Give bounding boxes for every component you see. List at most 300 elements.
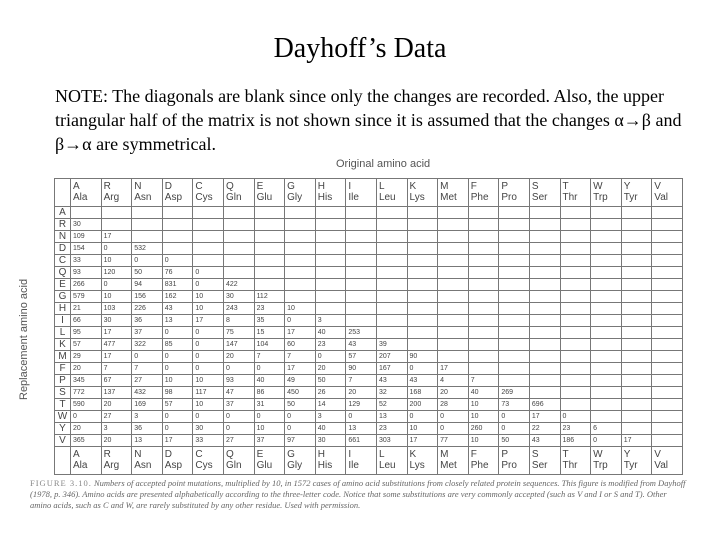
row-label: T [55, 399, 71, 411]
matrix-cell [560, 375, 591, 387]
matrix-cell [591, 399, 622, 411]
matrix-cell [621, 243, 652, 255]
column-name: Arg [103, 460, 120, 471]
row-label: D [55, 243, 71, 255]
matrix-cell [621, 267, 652, 279]
matrix-cell [529, 339, 560, 351]
row-label: W [55, 411, 71, 423]
matrix-cell: 33 [193, 435, 224, 447]
matrix-row [55, 255, 683, 267]
matrix-cell [621, 399, 652, 411]
matrix-cell [621, 351, 652, 363]
matrix-cell [621, 231, 652, 243]
matrix-cell: 13 [132, 435, 163, 447]
matrix-cell [652, 291, 683, 303]
matrix-cell [499, 315, 530, 327]
matrix-cell [529, 243, 560, 255]
column-header [621, 179, 652, 207]
matrix-cell: 10 [101, 255, 132, 267]
matrix-cell: 95 [71, 327, 102, 339]
column-name: His [317, 192, 333, 203]
matrix-cell: 50 [132, 267, 163, 279]
matrix-cell [652, 435, 683, 447]
matrix-cell [621, 411, 652, 423]
matrix-cell [560, 291, 591, 303]
matrix-cell: 322 [132, 339, 163, 351]
column-header [254, 447, 285, 475]
column-code: Q [225, 181, 234, 192]
matrix-cell [560, 243, 591, 255]
matrix-cell [652, 399, 683, 411]
row-label: H [55, 303, 71, 315]
caption-label: FIGURE 3.10. [30, 478, 92, 488]
matrix-cell: 30 [223, 291, 254, 303]
column-header [223, 447, 254, 475]
column-name: Cys [195, 460, 213, 471]
matrix-cell: 0 [254, 363, 285, 375]
matrix-cell: 590 [71, 399, 102, 411]
matrix-cell [621, 339, 652, 351]
column-code: N [134, 181, 142, 192]
row-label: I [55, 315, 71, 327]
matrix-cell: 22 [529, 423, 560, 435]
substitution-matrix [54, 178, 683, 475]
matrix-cell: 10 [193, 291, 224, 303]
matrix-cell: 13 [376, 411, 407, 423]
matrix-cell [285, 267, 316, 279]
matrix-cell: 696 [529, 399, 560, 411]
column-code: E [256, 181, 264, 192]
column-header [254, 179, 285, 207]
matrix-cell [101, 219, 132, 231]
matrix-cell: 40 [468, 387, 499, 399]
column-code: G [287, 181, 295, 192]
matrix-cell: 0 [499, 411, 530, 423]
matrix-cell [499, 255, 530, 267]
column-header [101, 447, 132, 475]
matrix-cell [407, 315, 438, 327]
matrix-cell: 0 [223, 411, 254, 423]
matrix-cell: 27 [223, 435, 254, 447]
matrix-cell [162, 231, 193, 243]
matrix-cell: 17 [529, 411, 560, 423]
matrix-cell [468, 267, 499, 279]
column-header [560, 447, 591, 475]
column-name: Asn [134, 460, 152, 471]
matrix-cell: 0 [162, 423, 193, 435]
column-header [346, 447, 377, 475]
matrix-cell: 76 [162, 267, 193, 279]
matrix-cell: 10 [101, 291, 132, 303]
matrix-cell [346, 231, 377, 243]
matrix-cell: 32 [376, 387, 407, 399]
matrix-cell [529, 231, 560, 243]
matrix-cell [254, 279, 285, 291]
matrix-cell: 120 [101, 267, 132, 279]
matrix-cell [407, 243, 438, 255]
matrix-cell [468, 231, 499, 243]
matrix-cell: 33 [71, 255, 102, 267]
column-code: Y [623, 181, 631, 192]
matrix-cell: 20 [101, 435, 132, 447]
matrix-cell: 7 [254, 351, 285, 363]
column-code: C [195, 449, 203, 460]
matrix-cell [652, 267, 683, 279]
column-code: Y [623, 449, 631, 460]
matrix-cell: 98 [162, 387, 193, 399]
matrix-cell: 0 [254, 411, 285, 423]
matrix-cell: 10 [468, 435, 499, 447]
matrix-cell [315, 267, 346, 279]
top-header-row [55, 179, 683, 207]
matrix-cell [346, 279, 377, 291]
matrix-cell [407, 219, 438, 231]
matrix-cell [376, 231, 407, 243]
matrix-cell: 10 [407, 423, 438, 435]
matrix-cell: 0 [223, 423, 254, 435]
matrix-cell [438, 219, 469, 231]
matrix-cell [346, 219, 377, 231]
matrix-cell [560, 387, 591, 399]
matrix-cell [621, 291, 652, 303]
column-header [315, 447, 346, 475]
matrix-cell: 10 [254, 423, 285, 435]
matrix-cell [468, 255, 499, 267]
matrix-cell [591, 219, 622, 231]
caption-text: Numbers of accepted point mutations, multiplied by 10, in 1572 cases of amino acid substitutions from closely related protein sequences. This figure is modified from Dayhoff (1978, p. 346). Amino acids are presented alphabetically according to the three-letter code. Notice that some substitutions are very commonly accepted (such as V and I or S and T). Other amino acids, such as C and W, are rarely substituted by any other residue. Used with permission. [30, 478, 686, 510]
row-axis-label: Replacement amino acid [18, 278, 30, 400]
matrix-cell [560, 255, 591, 267]
matrix-cell: 17 [101, 327, 132, 339]
matrix-cell [132, 231, 163, 243]
matrix-cell: 103 [101, 303, 132, 315]
matrix-cell: 20 [71, 363, 102, 375]
matrix-cell: 0 [438, 411, 469, 423]
matrix-cell [254, 255, 285, 267]
matrix-cell [621, 315, 652, 327]
row-label: M [55, 351, 71, 363]
matrix-cell: 0 [223, 363, 254, 375]
matrix-cell: 36 [132, 423, 163, 435]
column-name: Arg [103, 192, 120, 203]
matrix-cell [591, 387, 622, 399]
column-name: Trp [593, 192, 608, 203]
column-code: W [593, 181, 603, 192]
matrix-cell: 0 [438, 423, 469, 435]
matrix-cell: 0 [193, 339, 224, 351]
matrix-cell: 43 [162, 303, 193, 315]
matrix-cell: 57 [71, 339, 102, 351]
matrix-row [55, 363, 683, 375]
matrix-row [55, 387, 683, 399]
matrix-cell: 226 [132, 303, 163, 315]
matrix-cell [254, 243, 285, 255]
matrix-cell: 0 [193, 363, 224, 375]
matrix-cell: 49 [285, 375, 316, 387]
matrix-cell: 0 [193, 327, 224, 339]
matrix-cell: 26 [315, 387, 346, 399]
matrix-cell [591, 243, 622, 255]
column-code: R [103, 181, 111, 192]
column-code: S [531, 181, 539, 192]
matrix-cell [285, 255, 316, 267]
note-text: NOTE: The diagonals are blank since only the changes are recorded. Also, the upper triangular half of the matrix is not shown since it is assumed that the changes α→β and β→α are symmetrical. [55, 86, 682, 154]
column-code: F [470, 181, 477, 192]
matrix-cell [285, 219, 316, 231]
matrix-cell [529, 219, 560, 231]
matrix-cell [438, 255, 469, 267]
matrix-cell [468, 339, 499, 351]
matrix-cell [285, 279, 316, 291]
column-name: Gln [225, 460, 242, 471]
matrix-row [55, 339, 683, 351]
matrix-cell: 365 [71, 435, 102, 447]
matrix-cell [193, 243, 224, 255]
column-name: Gln [225, 192, 242, 203]
matrix-row [55, 435, 683, 447]
column-code: T [562, 181, 569, 192]
matrix-cell: 7 [132, 363, 163, 375]
matrix-cell: 0 [162, 363, 193, 375]
matrix-cell [254, 231, 285, 243]
matrix-cell: 0 [407, 363, 438, 375]
matrix-row [55, 399, 683, 411]
matrix-cell [346, 243, 377, 255]
matrix-cell: 75 [223, 327, 254, 339]
column-name: Asp [164, 460, 183, 471]
matrix-cell: 0 [101, 279, 132, 291]
column-code: K [409, 449, 417, 460]
column-code: F [470, 449, 477, 460]
matrix-cell [560, 351, 591, 363]
matrix-cell: 20 [346, 387, 377, 399]
column-name: Ile [348, 192, 359, 203]
matrix-cell [376, 243, 407, 255]
matrix-cell [468, 315, 499, 327]
matrix-cell [71, 207, 102, 219]
matrix-cell: 7 [101, 363, 132, 375]
matrix-row [55, 315, 683, 327]
column-code: K [409, 181, 417, 192]
matrix-cell [652, 303, 683, 315]
column-axis-label: Original amino acid [336, 158, 431, 170]
column-header [376, 447, 407, 475]
matrix-cell [499, 231, 530, 243]
matrix-cell [438, 327, 469, 339]
matrix-cell [254, 219, 285, 231]
matrix-cell: 112 [254, 291, 285, 303]
column-header [71, 447, 102, 475]
column-header [499, 447, 530, 475]
matrix-row [55, 219, 683, 231]
matrix-cell [621, 255, 652, 267]
matrix-cell [407, 231, 438, 243]
matrix-cell [438, 291, 469, 303]
matrix-cell: 23 [315, 339, 346, 351]
column-code: P [501, 449, 508, 460]
matrix-cell [652, 411, 683, 423]
matrix-cell: 10 [193, 303, 224, 315]
matrix-cell [315, 219, 346, 231]
matrix-cell [499, 291, 530, 303]
column-header [71, 179, 102, 207]
matrix-cell: 477 [101, 339, 132, 351]
matrix-cell [407, 339, 438, 351]
matrix-cell [591, 411, 622, 423]
matrix-cell [285, 243, 316, 255]
matrix-cell: 40 [315, 327, 346, 339]
column-header [376, 179, 407, 207]
column-header [132, 447, 163, 475]
matrix-cell [468, 207, 499, 219]
matrix-cell [407, 267, 438, 279]
matrix-cell: 169 [132, 399, 163, 411]
matrix-cell [438, 339, 469, 351]
matrix-cell [499, 339, 530, 351]
column-name: Leu [378, 460, 396, 471]
matrix-cell [438, 207, 469, 219]
column-name: Phe [470, 460, 489, 471]
matrix-cell [652, 423, 683, 435]
matrix-cell [468, 219, 499, 231]
matrix-cell: 0 [162, 327, 193, 339]
matrix-cell [499, 327, 530, 339]
matrix-cell: 20 [438, 387, 469, 399]
matrix-cell [223, 231, 254, 243]
matrix-cell: 27 [101, 411, 132, 423]
column-name: Ile [348, 460, 359, 471]
matrix-cell [591, 255, 622, 267]
matrix-cell [621, 363, 652, 375]
matrix-cell [376, 315, 407, 327]
column-code: V [654, 449, 661, 460]
matrix-cell: 303 [376, 435, 407, 447]
matrix-cell: 15 [254, 327, 285, 339]
matrix-cell: 104 [254, 339, 285, 351]
row-label: V [55, 435, 71, 447]
matrix-cell: 30 [193, 423, 224, 435]
matrix-cell: 17 [101, 231, 132, 243]
matrix-cell [346, 207, 377, 219]
matrix-cell: 57 [162, 399, 193, 411]
matrix-cell: 90 [346, 363, 377, 375]
matrix-cell [376, 267, 407, 279]
matrix-cell: 532 [132, 243, 163, 255]
row-label: P [55, 375, 71, 387]
matrix-row [55, 375, 683, 387]
column-header [438, 179, 469, 207]
matrix-cell: 40 [254, 375, 285, 387]
column-header [193, 179, 224, 207]
matrix-cell: 13 [346, 423, 377, 435]
column-name: Phe [470, 192, 489, 203]
matrix-cell [652, 387, 683, 399]
matrix-cell: 154 [71, 243, 102, 255]
matrix-cell: 50 [285, 399, 316, 411]
column-code: V [654, 181, 661, 192]
matrix-cell: 0 [315, 351, 346, 363]
column-header [285, 447, 316, 475]
matrix-cell: 162 [162, 291, 193, 303]
matrix-cell: 66 [71, 315, 102, 327]
matrix-cell [560, 363, 591, 375]
matrix-cell: 17 [285, 363, 316, 375]
matrix-cell: 93 [71, 267, 102, 279]
column-code: G [287, 449, 295, 460]
column-code: W [593, 449, 603, 460]
matrix-cell [315, 231, 346, 243]
matrix-cell [315, 243, 346, 255]
column-code: I [348, 181, 352, 192]
matrix-cell [529, 267, 560, 279]
column-header [101, 179, 132, 207]
matrix-cell: 117 [193, 387, 224, 399]
column-code: L [378, 181, 385, 192]
column-name: Asn [134, 192, 152, 203]
matrix-cell: 20 [101, 399, 132, 411]
column-code: D [164, 449, 173, 460]
matrix-cell [591, 207, 622, 219]
column-code: T [562, 449, 569, 460]
column-name: Asp [164, 192, 183, 203]
matrix-cell: 36 [132, 315, 163, 327]
matrix-row [55, 267, 683, 279]
matrix-cell [499, 375, 530, 387]
column-header [499, 179, 530, 207]
matrix-cell [438, 243, 469, 255]
column-code: N [134, 449, 142, 460]
matrix-cell: 266 [71, 279, 102, 291]
matrix-cell [560, 303, 591, 315]
column-name: Ser [531, 460, 548, 471]
matrix-cell [346, 291, 377, 303]
row-label: E [55, 279, 71, 291]
matrix-cell [652, 231, 683, 243]
matrix-cell [591, 363, 622, 375]
matrix-cell [591, 279, 622, 291]
column-header [652, 179, 683, 207]
slide-title: Dayhoff’s Data [273, 33, 447, 64]
matrix-cell: 10 [468, 399, 499, 411]
matrix-cell [162, 243, 193, 255]
matrix-cell [132, 219, 163, 231]
column-header [591, 179, 622, 207]
matrix-cell: 90 [407, 351, 438, 363]
matrix-cell: 156 [132, 291, 163, 303]
matrix-row [55, 423, 683, 435]
row-label: A [55, 207, 71, 219]
matrix-cell: 50 [315, 375, 346, 387]
matrix-cell: 147 [223, 339, 254, 351]
matrix-row [55, 291, 683, 303]
matrix-cell [162, 219, 193, 231]
column-name: Leu [378, 192, 396, 203]
matrix-cell [315, 303, 346, 315]
matrix-cell [621, 423, 652, 435]
matrix-cell [621, 279, 652, 291]
row-label: K [55, 339, 71, 351]
matrix-cell: 86 [254, 387, 285, 399]
matrix-cell: 20 [315, 363, 346, 375]
row-label: Y [55, 423, 71, 435]
matrix-cell: 67 [101, 375, 132, 387]
matrix-cell: 3 [315, 315, 346, 327]
column-header [223, 179, 254, 207]
matrix-cell [315, 291, 346, 303]
matrix-row [55, 303, 683, 315]
matrix-cell [652, 255, 683, 267]
matrix-cell [652, 207, 683, 219]
